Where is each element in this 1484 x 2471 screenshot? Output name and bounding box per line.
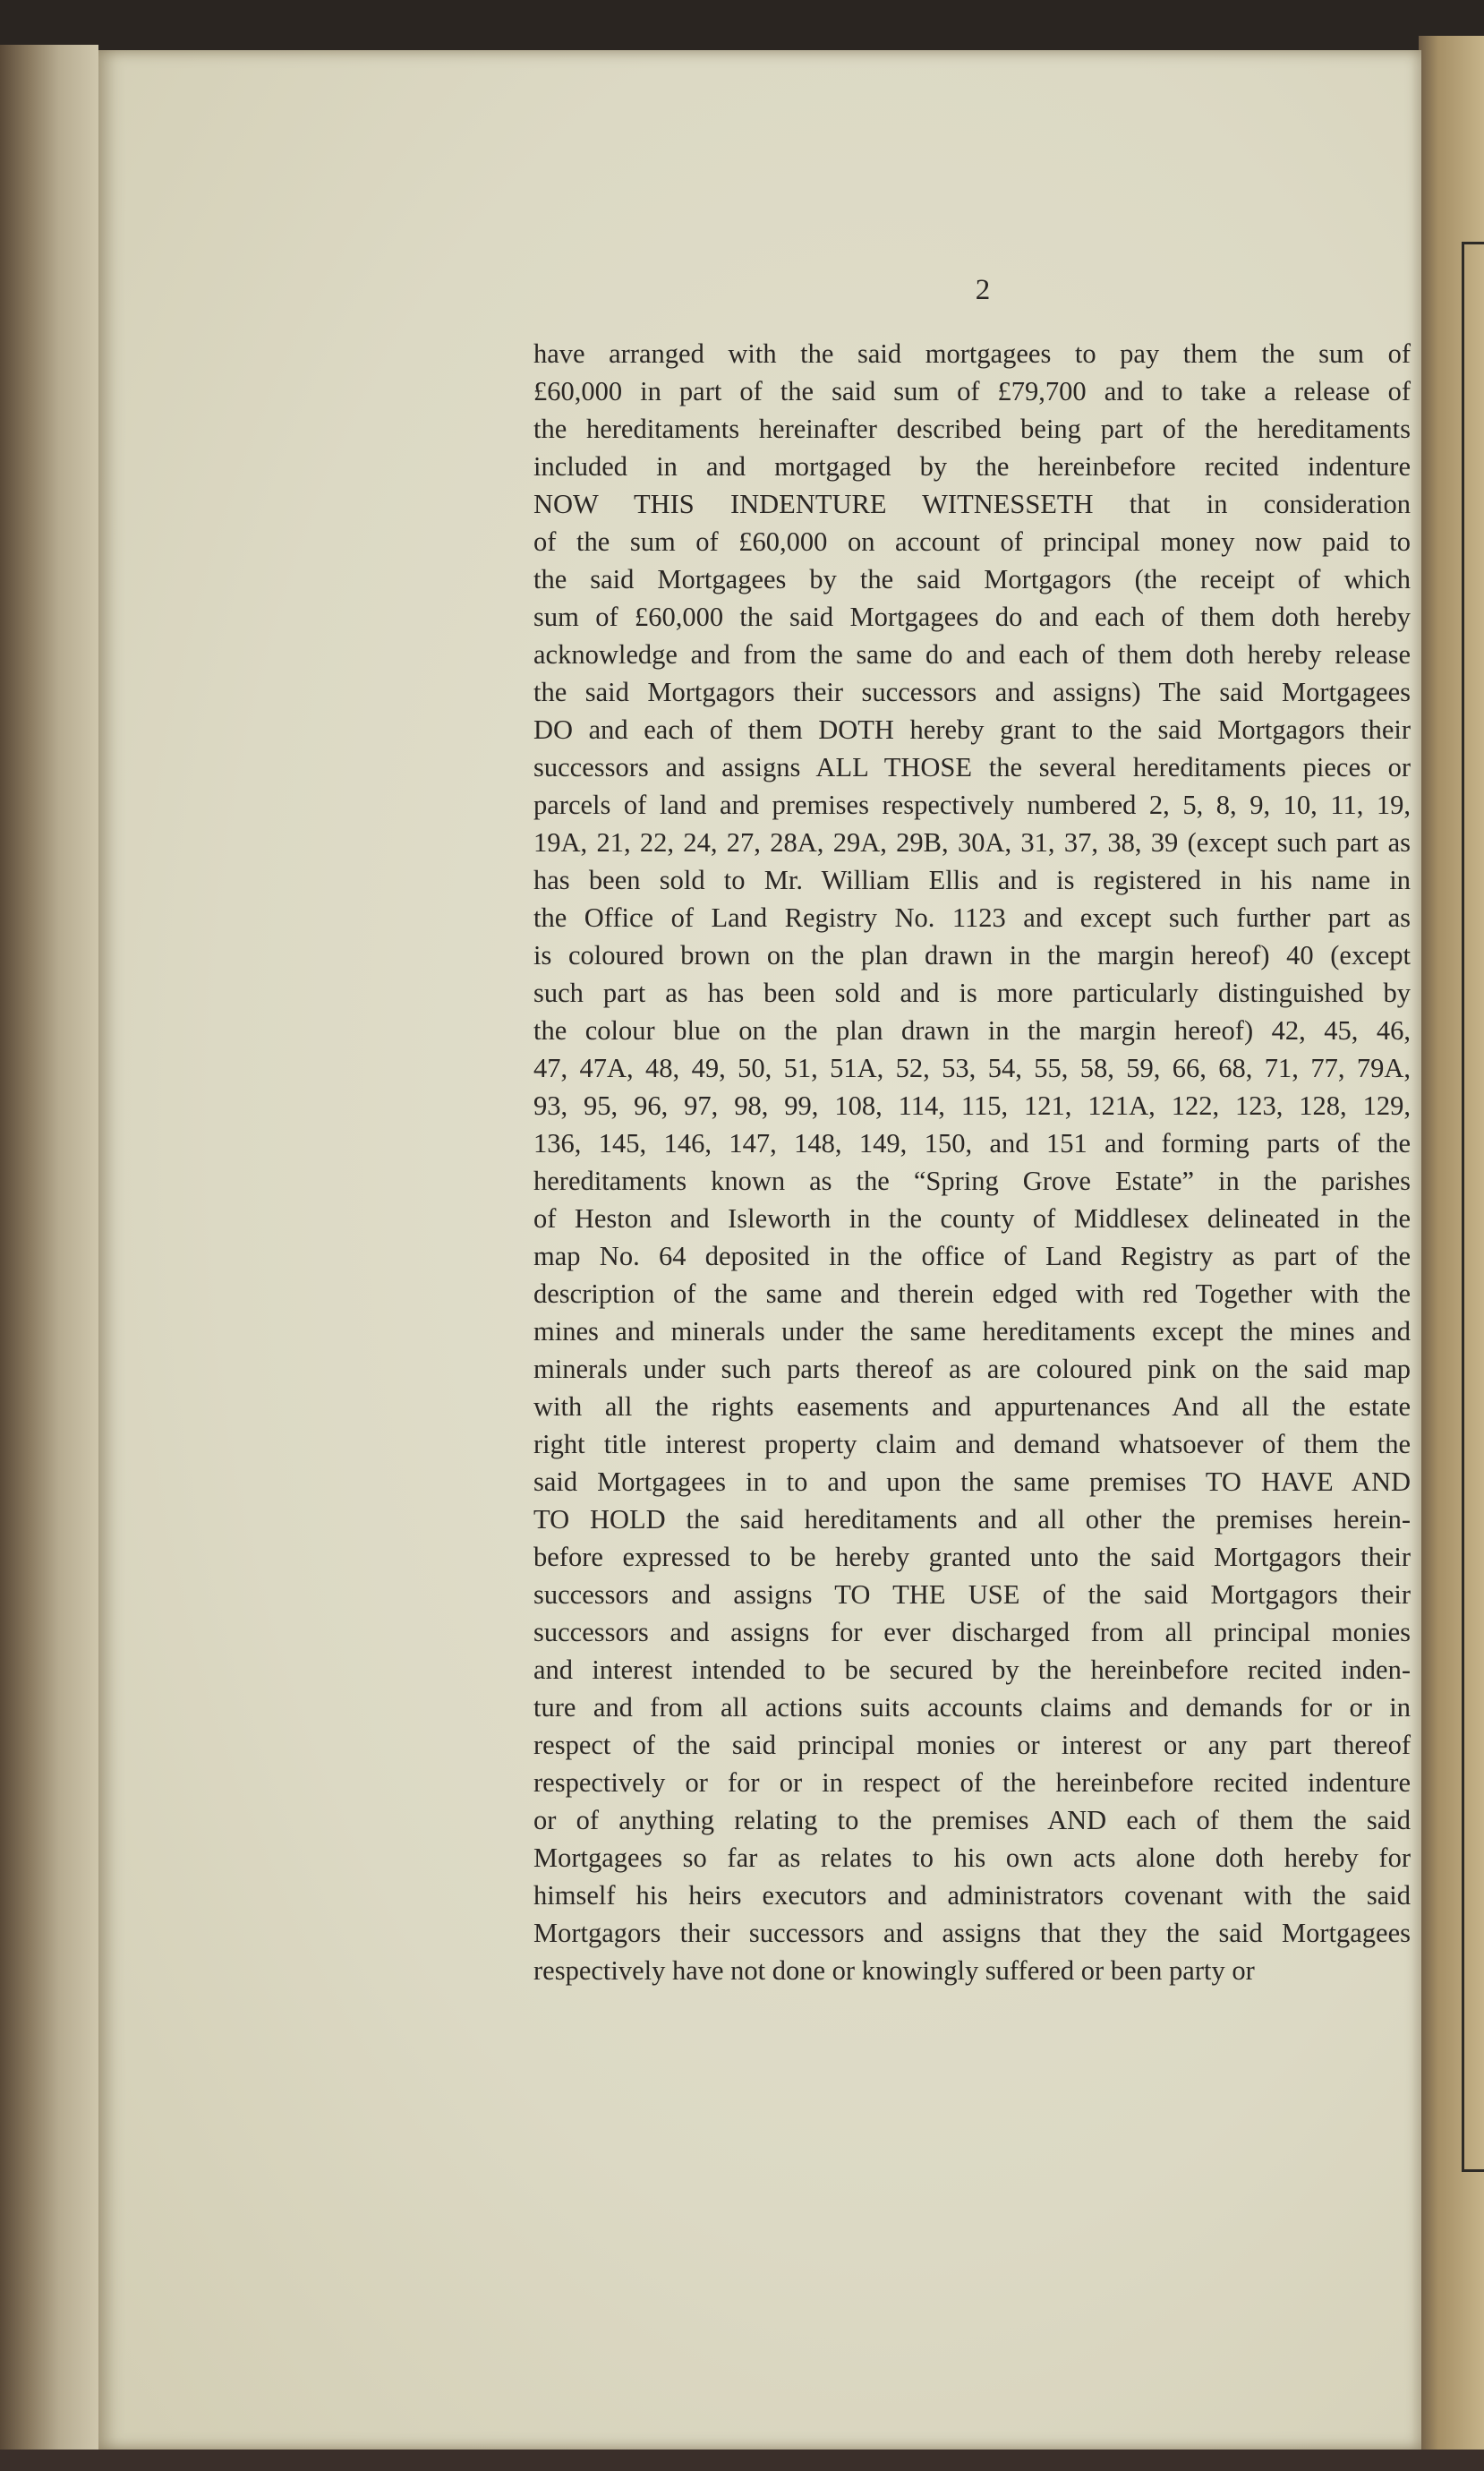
text-line: acknowledge and from the same do and each of them doth hereby release — [533, 639, 1411, 670]
text-line: himself his heirs executors and administrators covenant with the said — [533, 1880, 1411, 1911]
text-line: 136, 145, 146, 147, 148, 149, 150, and 151 and forming parts of the — [533, 1128, 1411, 1159]
text-line: £60,000 in part of the said sum of £79,700 and to take a release of — [533, 376, 1411, 406]
text-line: map No. 64 deposited in the office of Land Registry as part of the — [533, 1241, 1411, 1271]
text-line: the hereditaments hereinafter described being part of the hereditaments — [533, 414, 1411, 444]
text-line: 93, 95, 96, 97, 98, 99, 108, 114, 115, 121, 121A, 122, 123, 128, 129, — [533, 1090, 1411, 1121]
text-line: parcels of land and premises respectively numbered 2, 5, 8, 9, 10, 11, 19, — [533, 790, 1411, 820]
text-line: the said Mortgagors their successors and assigns) The said Mortgagees — [533, 677, 1411, 707]
text-line: Mortgagees so far as relates to his own acts alone doth hereby for — [533, 1843, 1411, 1873]
text-line: the colour blue on the plan drawn in the margin hereof) 42, 45, 46, — [533, 1015, 1411, 1046]
text-line: mines and minerals under the same hereditaments except the mines and — [533, 1316, 1411, 1347]
text-line: Mortgagors their successors and assigns that they the said Mortgagees — [533, 1918, 1411, 1948]
text-line: 19A, 21, 22, 24, 27, 28A, 29A, 29B, 30A, 31, 37, 38, 39 (except such part as — [533, 827, 1411, 858]
text-line: of the sum of £60,000 on account of principal money now paid to — [533, 526, 1411, 557]
text-line: said Mortgagees in to and upon the same premises TO HAVE AND — [533, 1466, 1411, 1497]
text-line: with all the rights easements and appurtenances And all the estate — [533, 1391, 1411, 1422]
text-line: the Office of Land Registry No. 1123 and except such further part as — [533, 902, 1411, 933]
text-line: or of anything relating to the premises AND each of them the said — [533, 1805, 1411, 1835]
text-line: respectively or for or in respect of the hereinbefore recited indenture — [533, 1767, 1411, 1798]
text-line: of Heston and Isleworth in the county of Middlesex delineated in the — [533, 1203, 1411, 1234]
page-number: 2 — [975, 274, 991, 306]
text-line: before expressed to be hereby granted unto the said Mortgagors their — [533, 1542, 1411, 1572]
text-line: respect of the said principal monies or interest or any part thereof — [533, 1730, 1411, 1760]
text-line: have arranged with the said mortgagees to pay them the sum of — [533, 338, 1411, 369]
text-line: DO and each of them DOTH hereby grant to the said Mortgagors their — [533, 714, 1411, 745]
text-line: has been sold to Mr. William Ellis and is registered in his name in — [533, 865, 1411, 895]
facing-page-edge — [1419, 36, 1484, 2471]
text-line: ture and from all actions suits accounts claims and demands for or in — [533, 1692, 1411, 1723]
text-line: successors and assigns ALL THOSE the several hereditaments pieces or — [533, 752, 1411, 782]
text-line: TO HOLD the said hereditaments and all other the premises herein- — [533, 1504, 1411, 1535]
text-line: 47, 47A, 48, 49, 50, 51, 51A, 52, 53, 54, 55, 58, 59, 66, 68, 71, 77, 79A, — [533, 1053, 1411, 1083]
text-line: is coloured brown on the plan drawn in the margin hereof) 40 (except — [533, 940, 1411, 970]
text-line: NOW THIS INDENTURE WITNESSETH that in consideration — [533, 489, 1411, 519]
scan-bottom-edge — [0, 2450, 1484, 2471]
text-line: successors and assigns for ever discharged from all principal monies — [533, 1617, 1411, 1647]
text-line: included in and mortgaged by the hereinbefore recited indenture — [533, 451, 1411, 482]
text-line: description of the same and therein edged with red Together with the — [533, 1278, 1411, 1309]
text-line: the said Mortgagees by the said Mortgagors (the receipt of which — [533, 564, 1411, 594]
text-line: and interest intended to be secured by the hereinbefore recited inden- — [533, 1654, 1411, 1685]
text-line: minerals under such parts thereof as are coloured pink on the said map — [533, 1354, 1411, 1384]
indenture-body-text — [533, 335, 1411, 1989]
text-line: respectively have not done or knowingly suffered or been party or — [533, 1955, 1255, 1986]
text-line: such part as has been sold and is more particularly distinguished by — [533, 978, 1411, 1008]
text-line: right title interest property claim and demand whatsoever of them the — [533, 1429, 1411, 1459]
text-line: hereditaments known as the “Spring Grove Estate” in the parishes — [533, 1166, 1411, 1196]
text-line: sum of £60,000 the said Mortgagees do and each of them doth hereby — [533, 602, 1411, 632]
book-spine — [0, 45, 98, 2453]
text-line: successors and assigns TO THE USE of the said Mortgagors their — [533, 1579, 1411, 1610]
facing-page-frame — [1462, 242, 1484, 2172]
